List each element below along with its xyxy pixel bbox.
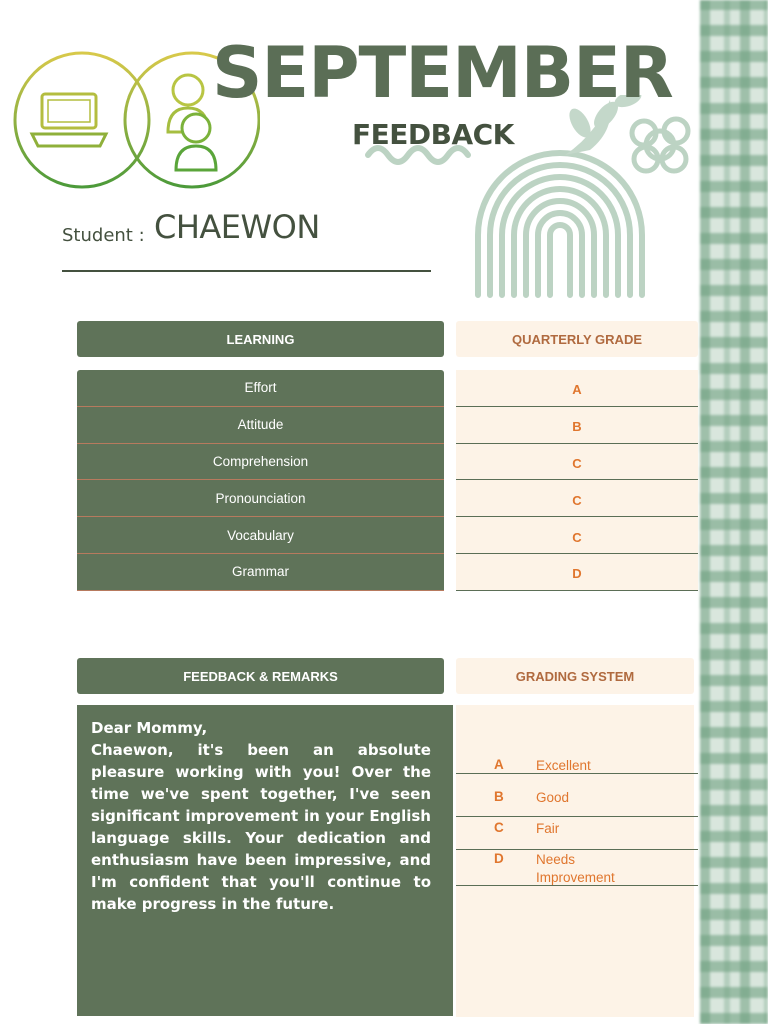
student-underline [62,270,431,272]
student-name: CHAEWON [154,208,320,246]
grade-letter: B [494,789,504,804]
laptop-icon [32,94,106,146]
grade-cell: B [456,407,698,444]
people-icon [168,75,216,170]
plaid-border-decoration [700,0,768,1024]
table-row: Attitude [77,407,444,444]
grade-cell: C [456,444,698,481]
grade-description: Fair [536,821,560,836]
learning-skills-list [77,370,444,591]
quarterly-grade-header: QUARTERLY GRADE [456,321,698,357]
grade-cell: A [456,370,698,407]
grade-letter: D [494,851,504,866]
grade-scale-row [456,789,698,817]
grade-cell: D [456,554,698,591]
page-title: SEPTEMBER [212,32,673,114]
quarterly-grades-list [456,370,698,591]
grade-description: Needs Improvement [536,852,615,885]
table-row: Pronounciation [77,480,444,517]
learning-header: LEARNING [77,321,444,357]
grade-cell: C [456,480,698,517]
table-row: Grammar [77,554,444,591]
table-row: Vocabulary [77,517,444,554]
grade-cell: C [456,517,698,554]
feedback-body: Chaewon, it's been an absolute pleasure working with you! Over the time we've spent together, I've seen significant improvement in your English language skills. Your dedication and enthusiasm have been impressive, and I'm confident that you'll continue to make progress in the future. [91,741,431,913]
grade-scale-row [456,757,698,774]
grade-description: Good [536,790,570,805]
grade-scale-row [456,820,698,850]
page-subtitle: FEEDBACK [352,118,514,151]
grading-system-header: GRADING SYSTEM [456,658,694,694]
student-label: Student : [62,225,145,246]
grade-letter: C [494,820,504,835]
grade-letter: A [494,757,504,772]
grade-scale-row [456,851,698,886]
table-row: Comprehension [77,444,444,481]
feedback-remarks [77,705,453,1016]
grade-description: Excellent [536,758,591,773]
table-row: Effort [77,370,444,407]
feedback-greeting: Dear Mommy, [91,719,208,737]
feedback-header: FEEDBACK & REMARKS [77,658,444,694]
